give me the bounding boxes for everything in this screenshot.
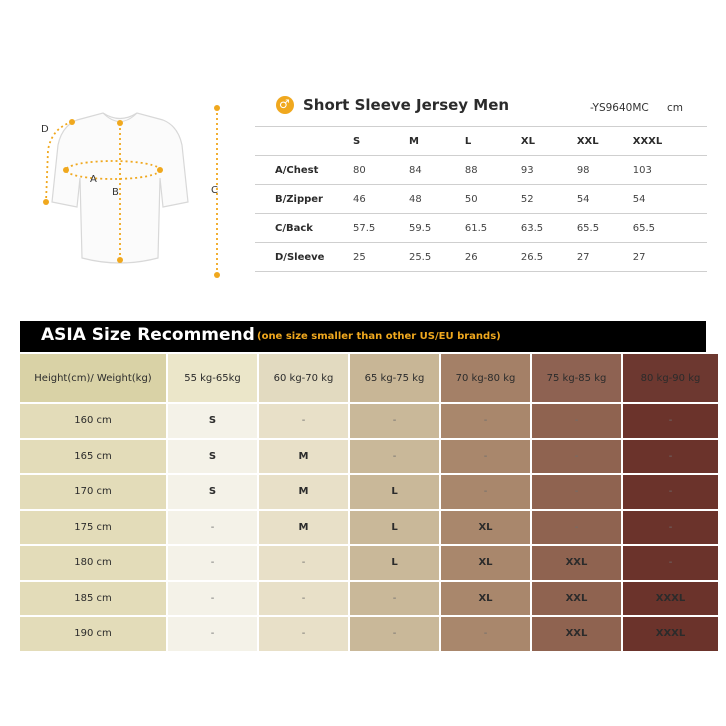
asia-weight-header: 70 kg-80 kg: [441, 354, 530, 402]
asia-size-cell: -: [532, 511, 621, 545]
label-b: B: [112, 187, 119, 198]
asia-weight-header: 75 kg-85 kg: [532, 354, 621, 402]
size-value-cell: 26.5: [521, 243, 577, 272]
size-row-label: B/Zipper: [255, 185, 353, 214]
asia-size-cell: L: [350, 511, 439, 545]
asia-size-cell: S: [168, 404, 257, 438]
size-value-cell: 61.5: [465, 214, 521, 243]
size-value-cell: 25: [353, 243, 409, 272]
size-value-cell: 27: [633, 243, 707, 272]
asia-size-cell: -: [441, 475, 530, 509]
asia-size-cell: XXXL: [623, 582, 718, 616]
size-header-cell: S: [353, 127, 409, 156]
size-row: [255, 243, 707, 272]
asia-size-cell: XXXL: [623, 617, 718, 651]
size-header-corner: [255, 127, 353, 156]
jersey-measurement-diagram: [0, 90, 250, 290]
asia-size-cell: -: [623, 475, 718, 509]
asia-height-cell: 165 cm: [20, 440, 166, 474]
asia-height-cell: 190 cm: [20, 617, 166, 651]
asia-height-cell: 170 cm: [20, 475, 166, 509]
asia-height-cell: 185 cm: [20, 582, 166, 616]
asia-size-cell: -: [259, 617, 348, 651]
size-chart-heading: Short Sleeve Jersey Men: [303, 96, 510, 114]
asia-size-cell: -: [441, 404, 530, 438]
asia-title: ASIA Size Recommend: [41, 325, 255, 345]
size-header-cell: XXL: [577, 127, 633, 156]
male-symbol-icon: ♂: [276, 96, 294, 114]
asia-size-cell: L: [350, 475, 439, 509]
asia-size-cell: L: [350, 546, 439, 580]
asia-size-cell: -: [532, 475, 621, 509]
asia-height-cell: 180 cm: [20, 546, 166, 580]
asia-size-cell: -: [259, 546, 348, 580]
size-row-label: C/Back: [255, 214, 353, 243]
asia-corner-header: Height(cm)/ Weight(kg): [20, 354, 166, 402]
size-header-cell: L: [465, 127, 521, 156]
asia-size-grid: [20, 354, 706, 640]
size-value-cell: 50: [465, 185, 521, 214]
asia-size-cell: -: [350, 440, 439, 474]
asia-size-cell: XXL: [532, 582, 621, 616]
asia-size-cell: XL: [441, 582, 530, 616]
size-value-cell: 65.5: [633, 214, 707, 243]
asia-size-cell: -: [168, 582, 257, 616]
asia-size-cell: -: [623, 440, 718, 474]
asia-size-cell: -: [168, 511, 257, 545]
asia-banner: [20, 321, 706, 352]
asia-height-cell: 160 cm: [20, 404, 166, 438]
asia-height-cell: 175 cm: [20, 511, 166, 545]
asia-size-cell: S: [168, 475, 257, 509]
asia-size-cell: M: [259, 440, 348, 474]
label-a: A: [90, 174, 97, 185]
size-value-cell: 84: [409, 156, 465, 185]
asia-size-cell: -: [350, 404, 439, 438]
size-value-cell: 54: [577, 185, 633, 214]
asia-weight-header: 65 kg-75 kg: [350, 354, 439, 402]
asia-size-cell: -: [532, 404, 621, 438]
size-value-cell: 88: [465, 156, 521, 185]
size-header-cell: XXXL: [633, 127, 707, 156]
asia-size-cell: -: [441, 617, 530, 651]
size-value-cell: 52: [521, 185, 577, 214]
asia-weight-header: 60 kg-70 kg: [259, 354, 348, 402]
unit-label: cm: [667, 102, 684, 114]
asia-note: (one size smaller than other US/EU brands): [257, 331, 501, 342]
asia-size-cell: M: [259, 475, 348, 509]
size-value-cell: 80: [353, 156, 409, 185]
size-row-label: A/Chest: [255, 156, 353, 185]
asia-size-cell: -: [259, 582, 348, 616]
size-value-cell: 98: [577, 156, 633, 185]
size-value-cell: 59.5: [409, 214, 465, 243]
size-header-cell: M: [409, 127, 465, 156]
model-code: -YS9640MC: [590, 102, 649, 114]
asia-size-cell: -: [532, 440, 621, 474]
asia-weight-header: 80 kg-90 kg: [623, 354, 718, 402]
size-value-cell: 27: [577, 243, 633, 272]
size-row: [255, 185, 707, 214]
size-measurement-table: [255, 126, 707, 272]
size-value-cell: 46: [353, 185, 409, 214]
asia-size-cell: -: [441, 440, 530, 474]
label-d: D: [41, 124, 49, 135]
size-value-cell: 54: [633, 185, 707, 214]
size-value-cell: 25.5: [409, 243, 465, 272]
size-header-cell: XL: [521, 127, 577, 156]
asia-size-cell: S: [168, 440, 257, 474]
size-value-cell: 65.5: [577, 214, 633, 243]
asia-weight-header: 55 kg-65kg: [168, 354, 257, 402]
asia-size-cell: -: [623, 546, 718, 580]
asia-size-cell: XL: [441, 511, 530, 545]
asia-size-cell: XL: [441, 546, 530, 580]
size-chart-title: [276, 96, 509, 114]
asia-size-cell: XXL: [532, 617, 621, 651]
asia-size-cell: -: [168, 617, 257, 651]
asia-size-cell: -: [259, 404, 348, 438]
size-value-cell: 93: [521, 156, 577, 185]
size-value-cell: 48: [409, 185, 465, 214]
asia-size-cell: -: [623, 404, 718, 438]
size-value-cell: 103: [633, 156, 707, 185]
asia-size-cell: M: [259, 511, 348, 545]
size-row-label: D/Sleeve: [255, 243, 353, 272]
size-value-cell: 57.5: [353, 214, 409, 243]
label-c: C: [211, 185, 218, 196]
size-row: [255, 156, 707, 185]
size-value-cell: 63.5: [521, 214, 577, 243]
asia-size-cell: -: [350, 582, 439, 616]
size-row: [255, 214, 707, 243]
asia-size-cell: -: [168, 546, 257, 580]
asia-size-cell: XXL: [532, 546, 621, 580]
asia-size-cell: -: [623, 511, 718, 545]
size-header-row: [255, 127, 707, 156]
size-value-cell: 26: [465, 243, 521, 272]
asia-size-cell: -: [350, 617, 439, 651]
